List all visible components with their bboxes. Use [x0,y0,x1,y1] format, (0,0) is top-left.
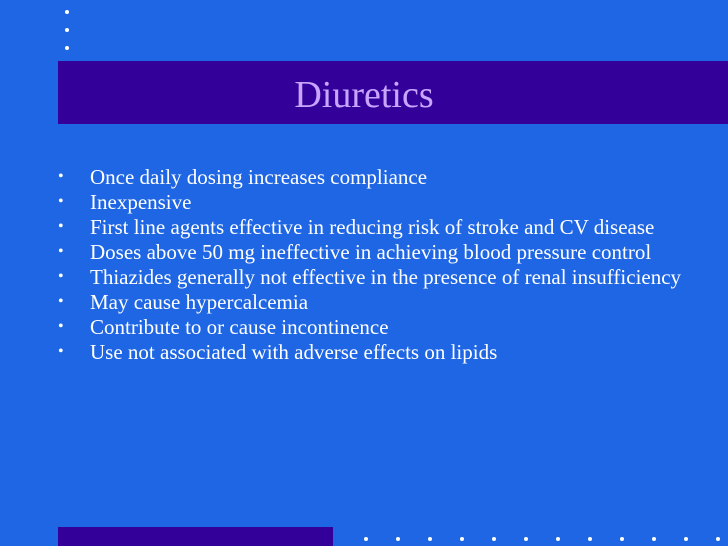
bullet-text: Thiazides generally not effective in the presence of renal insufficiency [90,265,682,289]
decorative-dot [524,537,528,541]
bullet-item [58,166,698,188]
bullet-text: Once daily dosing increases compliance [90,165,428,189]
bullet-icon: • [58,293,64,310]
bullet-icon: • [58,193,64,210]
decorative-dot [428,537,432,541]
bullet-item [58,316,698,338]
bullet-item [58,241,698,263]
bullet-item [58,266,698,288]
decorative-dot [65,46,69,50]
decorative-dot [620,537,624,541]
decorative-dot [460,537,464,541]
decorative-dot [716,537,720,541]
bullet-item [58,191,698,213]
slide-title: Diuretics [294,74,434,116]
bullet-text: Contribute to or cause incontinence [90,315,389,339]
bullet-icon: • [58,243,64,260]
bullet-text: Doses above 50 mg ineffective in achieving blood pressure control [90,240,652,264]
decorative-dot [65,10,69,14]
bullet-text: May cause hypercalcemia [90,290,309,314]
decorative-dot [396,537,400,541]
bullet-list [58,166,698,366]
bullet-item [58,291,698,313]
bullet-icon: • [58,168,64,185]
bullet-item [58,341,698,363]
bullet-text: Inexpensive [90,190,192,214]
decorative-dot [364,537,368,541]
bottom-accent-bar [58,527,333,546]
bullet-icon: • [58,318,64,335]
bullet-text: Use not associated with adverse effects on lipids [90,340,498,364]
decorative-dot [492,537,496,541]
bullet-icon: • [58,268,64,285]
bullet-icon: • [58,218,64,235]
decorative-dot [684,537,688,541]
bullet-item [58,216,698,238]
bullet-text: First line agents effective in reducing risk of stroke and CV disease [90,215,655,239]
decorative-dot [652,537,656,541]
decorative-dot [65,28,69,32]
decorative-dot [556,537,560,541]
decorative-dot [588,537,592,541]
bullet-icon: • [58,343,64,360]
